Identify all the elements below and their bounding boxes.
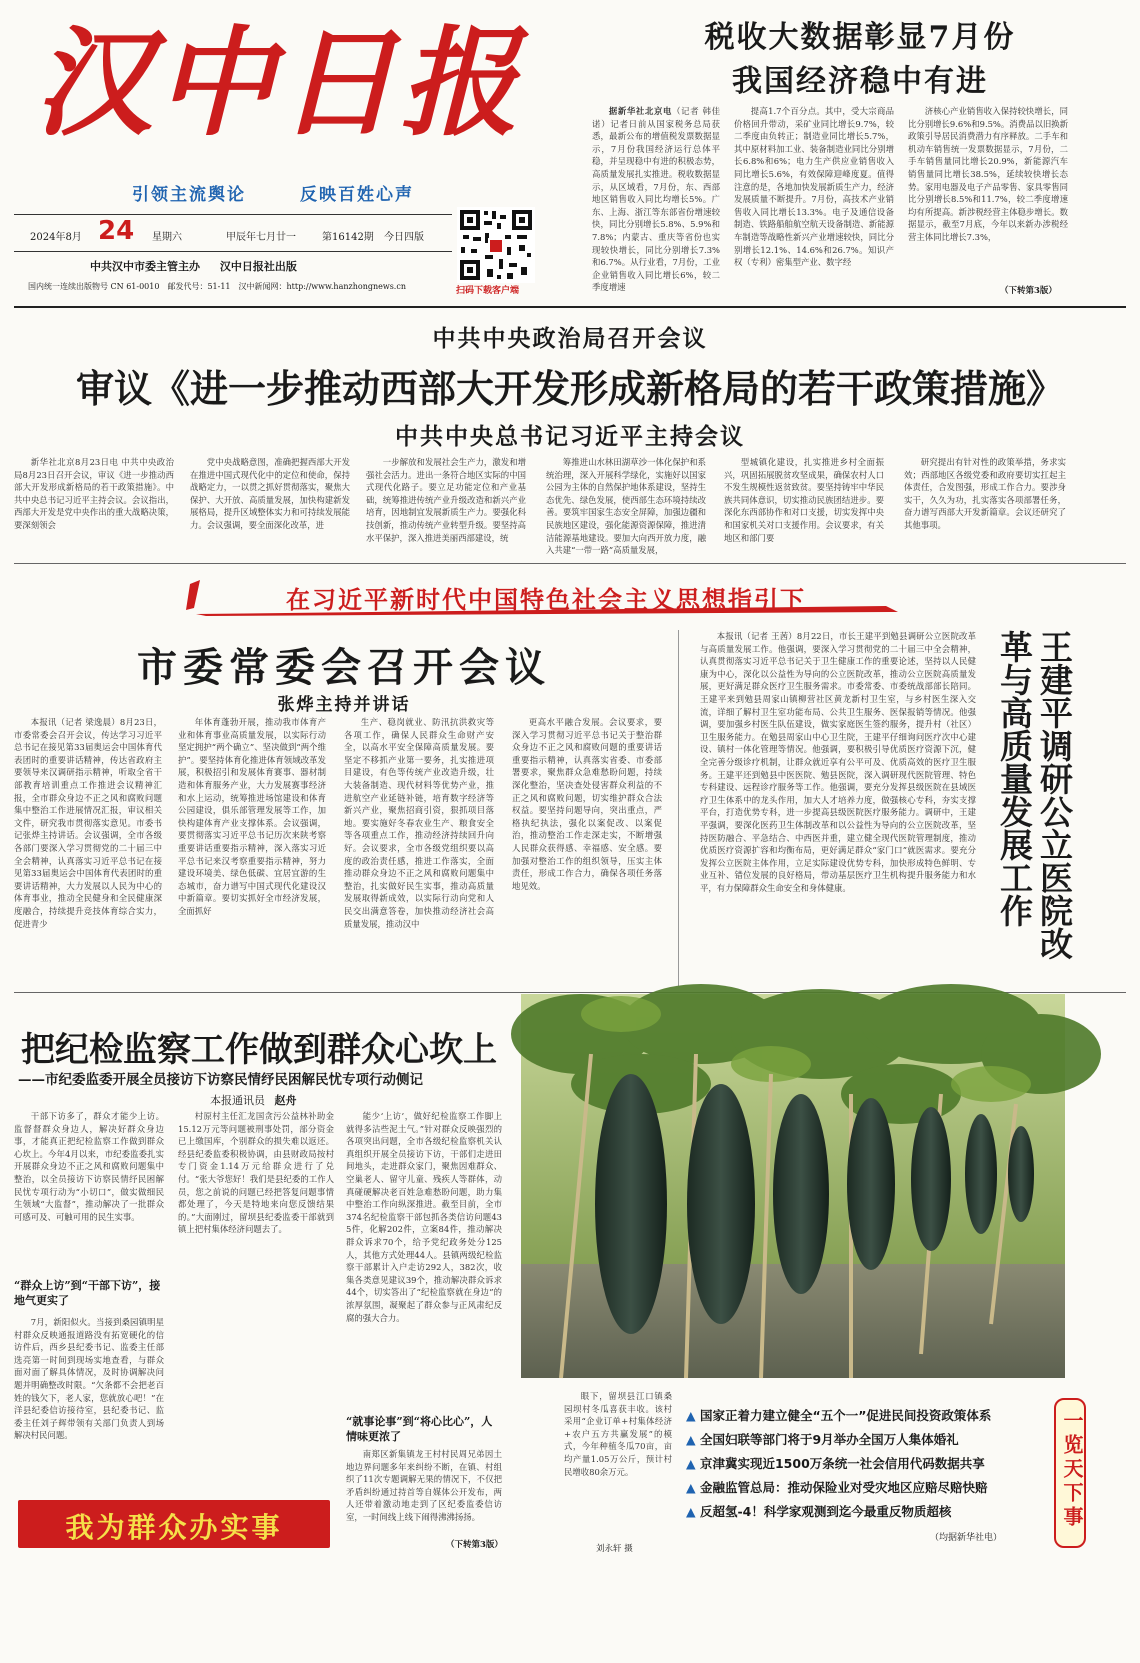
politburo-col-6 bbox=[904, 456, 1066, 550]
politburo-text-1: 新华社北京8月23日电 中共中央政治局8月23日召开会议，审议《进一步推动西部大开发形成新格局的若干政策措施》。中共中央总书记习近平主持会议。会议指出，西部大开发是党中央作出的重大战略决策，要深刻领会 bbox=[14, 457, 174, 530]
masthead-logo-text: 汉中日报 bbox=[34, 13, 523, 152]
politburo-text-3: 一步解放和发展社会生产力，激发和增强社会活力。进出一条符合地区实际的中国式现代化路子。要立足功能定位和产业基础，统筹推进传统产业升级改造和新兴产业培育，因地制宜发展新质生产力。要强化科技创新，推动传统产业转型升级。要坚持高水平保护，深入推进美丽西部建设，统 bbox=[366, 457, 526, 543]
committee-text-4: 更高水平融合发展。会议要求，要深入学习贯彻习近平总书记关于整治群众身边不正之风和腐败问题的重要讲话重要指示精神，认真落实省委、市委部署要求，聚焦群众急难愁盼问题，持续深化整治，坚决查处侵害群众利益的不正之风和腐败问题，切实维护群众合法权益。要坚持问题导向，突出重点，严格执纪执法，强化以案促改、以案促治，推动整治工作走深走实，不断增强人民群众获得感、幸福感、安全感。要加强对整治工作的组织领导，压实主体责任，形成工作合力，确保各项任务落地见效。 bbox=[512, 717, 662, 891]
photo-caption-text: 眼下，留坝县江口镇桑园坝村冬瓜喜获丰收。该村采用“企业订单+村集体经济+农户五方共赢发展”的模式，今年种植冬瓜70亩，亩均产量1.05万公斤，预计村民增收80余万元。 bbox=[564, 1391, 672, 1477]
wax-gourd-photo bbox=[521, 994, 1065, 1378]
briefs-label-text: 一览天下事 bbox=[1060, 1410, 1084, 1530]
brief-text: 金融监管总局：推动保险业对受灾地区应赔尽赔快赔 bbox=[699, 1480, 988, 1495]
slogan-left: 引领主流舆论 bbox=[132, 185, 246, 205]
feature-tag-text: 我为群众办实事 bbox=[65, 1511, 283, 1544]
qr-code-icon bbox=[457, 207, 535, 283]
date-text: 2024年8月 bbox=[30, 232, 82, 243]
committee-col-4 bbox=[512, 716, 662, 986]
code-line: 国内统一连续出版物号 CN 61-0010 邮发代号：51-11 汉中新闻网：http://www.hanzhongnews.cn bbox=[28, 282, 406, 291]
banner-text: 在习近平新时代中国特色社会主义思想指引下 bbox=[286, 585, 806, 614]
discipline-text-2: 村原村主任汇龙国贪污公益林补助金15.12万元等问题被刑事处罚，部分资金已上缴国库，个别群众的损失难以返还。经县纪委监委积极协调，由县财政局按村专门资金1.14万元给群众进行了兑付。“张大爷您好！我们是县纪委的工作人员，您之前说的问题已经把答复问题事情都处理了，今天是特地来向您反馈结果的。”大面刚过，留坝县纪委监委干部就到镇上把村集体经济问题去了。 bbox=[178, 1111, 334, 1235]
discipline-subhead: ——市纪委监委开展全员接访下访察民情纾民困解民忧专项行动侧记 bbox=[18, 1072, 423, 1088]
committee-col-1 bbox=[14, 716, 162, 986]
weekday: 星期六 bbox=[152, 232, 182, 243]
photo-credit: 刘永轩 摄 bbox=[596, 1544, 633, 1554]
brief-text: 国家正着力建立健全“五个一”促进民间投资政策体系 bbox=[699, 1408, 992, 1423]
committee-text-2: 年体育蓬勃开展，推动我市体育产业和体育事业高质量发展，以实际行动坚定拥护“两个确立”、坚决做到“两个维护”。要坚持体育化推进体育领域改革发展，积极招引和发展体育赛事、器材制造和体育服务产业，大力发展赛事经济和水上运动，统筹推进场馆建设和体育公园建设，俱乐部管理发展等工作，加快构建体育产业支撑体系。会议强调，要贯彻落实习近平总书记历次来陕考察重要讲话重要指示精神，深入落实习近平总书记来汉考察重要指示精神，努力建设环境美、绿色低碳、宜居宜游的生态城市，奋力谱写中国式现代化建设汉中新篇章。要切实抓好全市经济发展，全面抓好 bbox=[178, 717, 326, 916]
discipline-text-1b: 7月，新阳似火。当接到桑园镇明星村群众反映通报道路没有拓宽硬化的信访件后，西乡县纪委书记、监委主任部选亮第一时间到现场实地查看，与群众面对面了解具体情况，及时协调解决问题并明确整改时限。“欠条都不会把老百姓的钱欠下，老人家，您就放心吧！”在洋县纪委信访接待室，县纪委书记、监委主任刘子辉带领有关部门负责人到场解决村民问题。 bbox=[14, 1317, 164, 1441]
brief-item-2[interactable] bbox=[686, 1430, 959, 1448]
date-day: 24 bbox=[98, 216, 135, 246]
dateline bbox=[30, 218, 450, 246]
briefs-box bbox=[680, 1394, 1048, 1556]
committee-headline[interactable]: 市委常委会召开会议 bbox=[137, 644, 551, 691]
politburo-col-2 bbox=[190, 456, 350, 550]
committee-subhead: 张烨主持并讲话 bbox=[277, 695, 411, 715]
triangle-icon: ▲ bbox=[686, 1480, 696, 1495]
photo-illustration bbox=[521, 994, 1065, 1378]
discipline-headline[interactable]: 把纪检监察工作做到群众心坎上 bbox=[21, 1030, 497, 1070]
slogan-right: 反映百姓心声 bbox=[300, 185, 414, 205]
sponsor-text: 中共汉中市委主管主办 bbox=[90, 260, 200, 273]
politburo-subhead: 中共中央总书记习近平主持会议 bbox=[395, 423, 745, 450]
committee-text-3: 生产、稳岗就业、防汛抗洪救灾等各项工作，确保人民群众生命财产安全，以高水平安全保障高质量发展。要坚定不移抓产业第一要务，扎实推进项目建设，有色等传统产业改造升级，壮大装备制造、现代材料等优势产业，推进航空产业延链补链，培育数字经济等新兴产业，聚焦招商引资，狠抓项目落地。要实施好冬春农业生产、粮食安全等各项重点工作，推动经济持续回升向好。会议要求，全市各级党组织要以高度的政治责任感，推进工作落实，全面推动群众身边不正之风和腐败问题集中整治，扎实做好民生实事，推动高质量发展取得新成效，以实际行动向党和人民交出满意答卷，加快推动经济社会高质量发展，推动汉中 bbox=[344, 717, 494, 929]
brief-text: 反超氢-4！科学家观测到迄今最重反物质超核 bbox=[699, 1504, 952, 1519]
triangle-icon: ▲ bbox=[686, 1408, 696, 1423]
brief-text: 京津冀实现近1500万条统一社会信用代码数据共享 bbox=[699, 1456, 985, 1471]
wang-headline[interactable]: 王建平调研公立医院改革与高质量发展工作 bbox=[995, 630, 1074, 960]
triangle-icon: ▲ bbox=[686, 1456, 696, 1471]
lead-text-1: （记者 韩佳诺）记者日前从国家税务总局获悉，最新公布的增值税发票数据显示，7月份我国经济运行总体平稳，并呈现稳中有进的积极态势，高质量发展扎实推进。税收数据显示，从区域看，7月份，东、西部地区销售收入同比均增长5%。广东、上海、浙江等东部省份增速较快，同比分别增长5.8%、5.9%和7.8%；内蒙古、重庆等省份也实现较快增长，同比分别增长7.3%和6.7%。从行业看，7月份，工业企业销售收入同比增长6%，较二季度增速 bbox=[592, 106, 720, 293]
discipline-text-1: 干部下访多了，群众才能少上访。监督督群众身边人，解决好群众身边事，才能真正把纪检监察工作做到群众心坎上。今年4月以来，市纪委监委扎实开展群众身边不正之风和腐败问题集中整治，以全员接访下访察民情纾民困解民忧专项行动为“小切口”，做实做细民生领域“大监督”，推动解决了一批群众可感可及、可触可用的民生实事。 bbox=[14, 1111, 164, 1222]
brief-source: （均据新华社电） bbox=[930, 1533, 1003, 1543]
qr-code[interactable] bbox=[457, 207, 535, 283]
photo-caption bbox=[564, 1390, 672, 1542]
committee-text-1: 本报讯（记者 梁逸晨）8月23日，市委常委会召开会议，传达学习习近平总书记在接见第33届奥运会中国体育代表团时的重要讲话精神，传达省政府主要领导来汉调研指示精神，听取全省干部教育培训重点工作推进会议精神汇报，全市群众身边不正之风和腐败问题集中整治工作进展情况汇报，审议相关文件，研究我市贯彻落实意见。市委书记张烨主持讲话。会议强调，全市各级各部门要深入学习贯彻党的二十届三中全会精神，认真落实习近平总书记在接见第33届奥运会中国体育代表团时的重要讲话精神，大力发展以人民为中心的体育事业，推动全民健身和全民健康深度融合，持续提升竞技体育综合实力，促进青少 bbox=[14, 717, 162, 929]
politburo-col-5 bbox=[724, 456, 884, 550]
discipline-text-3: 能少‘上访’，做好纪检监察工作脚上就得多沾些泥土气。”针对群众反映强烈的各项突出问题，全市各级纪检监察机关认真组织开展全员接访下访，干部们走进田间地头，走进群众家门，聚焦因难群众、空巢老人、留守儿童、残疾人等群体，动真碰硬解决老百姓急难愁盼问题，助力集中整治工作向纵深推进。截至目前，全市374名纪检监察干部包抓各类信访问题435件，化解202件，立案84件，推动解决群众诉求70个，给予党纪政务处分125人，其他方式处理44人。县镇两级纪检监察干部累计入户走访292人，382次，收集各类意见建议39个，推动解决群众诉求44个，切实答出了“纪检监察就在身边”的浓厚氛围，凝聚起了群众参与正风肃纪反腐的强大合力。 bbox=[346, 1111, 502, 1323]
lunar-date: 甲辰年七月廿一 bbox=[226, 232, 296, 243]
masthead-logo bbox=[34, 8, 584, 170]
discipline-text-3b: 南郑区新集镇龙王村村民周兄弟因土地边界问题多年来纠纷不断，在镇、村组织了11次专题调解无果的情况下，不仅把矛盾纠纷通过持首等自媒体公开发布，两人还带着激动地走到了区纪委监委信访室，一时间线上线下闹得沸沸扬扬。 bbox=[346, 1449, 502, 1522]
triangle-icon: ▲ bbox=[686, 1432, 696, 1447]
triangle-icon: ▲ bbox=[686, 1504, 696, 1519]
lead-col-3 bbox=[908, 105, 1068, 285]
politburo-text-4: 筹推进山水林田湖草沙一体化保护和系统治理，深入开展科学绿化，实施好以国家公园为主体的自然保护地体系建设，坚持生态优先、绿色发展，使西部生态环境持续改善。要筑牢国家生态安全屏障，加强边疆和民族地区建设，强化能源资源保障，推进清洁能源基地建设。要加大向西开放力度，融入共建“一带一路”高质量发展， bbox=[546, 457, 706, 556]
politburo-kicker: 中共中央政治局召开会议 bbox=[432, 325, 708, 352]
discipline-col-3 bbox=[346, 1110, 502, 1410]
lead-col-2 bbox=[734, 105, 894, 297]
discipline-byline bbox=[210, 1092, 297, 1108]
byline-name: 赵舟 bbox=[274, 1094, 297, 1107]
wang-article bbox=[700, 630, 976, 986]
politburo-col-3 bbox=[366, 456, 526, 550]
discipline-sub1: “群众上访”到“干部下访”，接地气更实了 bbox=[14, 1279, 161, 1307]
brief-item-3[interactable] bbox=[686, 1454, 985, 1472]
sponsor-line bbox=[90, 258, 297, 274]
byline-label: 本报通讯员 bbox=[210, 1094, 265, 1107]
discipline-col-2 bbox=[178, 1110, 334, 1494]
lead-col-1 bbox=[592, 105, 720, 297]
politburo-col-4 bbox=[546, 456, 706, 556]
lead-byline: 据新华社北京电 bbox=[608, 106, 673, 116]
briefs-label bbox=[1054, 1398, 1086, 1548]
politburo-text-6: 研究提出有针对性的政策举措，务求实效；西部地区各级党委和政府要切实扛起主体责任，合发图强，形成工作合力。要涉身实干，久久为功，扎实落实各项部署任务，奋力谱写西部大开发新篇章。会议还研究了其他事项。 bbox=[904, 457, 1066, 530]
page-count: 今日四版 bbox=[384, 232, 424, 243]
brief-text: 全国妇联等部门将于9月举办全国万人集体婚礼 bbox=[699, 1432, 959, 1447]
discipline-col-1b bbox=[14, 1316, 164, 1494]
discipline-col-3b bbox=[346, 1448, 502, 1538]
brief-item-5[interactable] bbox=[686, 1502, 951, 1520]
discipline-sub2: “就事论事”到“将心比心”，人情味更浓了 bbox=[346, 1415, 493, 1443]
politburo-col-1 bbox=[14, 456, 174, 550]
politburo-text-2: 党中央战略意图，准确把握西部大开发在推进中国式现代化中的定位和使命，保持战略定力，一以贯之抓好贯彻落实，聚焦大保护、大开放、高质量发展，加快构建新发展格局，提升区域整体实力和可持续发展能力。会议强调，要全面深化改革，进 bbox=[190, 457, 350, 530]
politburo-text-5: 型城镇化建设，扎实推进乡村全面振兴，巩固拓展脱贫攻坚成果，确保农村人口不发生规模性返贫致贫。要坚持铸牢中华民族共同体意识，切实推动民族团结进步。要深化东西部协作和对口支援，切实发挥中央和国家机关对口支援作用。会议要求，有关地区和部门要 bbox=[724, 457, 884, 543]
brief-item-1[interactable] bbox=[686, 1406, 991, 1424]
feature-tag bbox=[18, 1500, 330, 1548]
politburo-headline[interactable]: 审议《进一步推动西部大开发形成新格局的若干政策措施》 bbox=[75, 366, 1064, 411]
publisher-text: 汉中日报社出版 bbox=[219, 260, 297, 273]
discipline-col-1a bbox=[14, 1110, 164, 1274]
lead-text-2: 提高1.7个百分点。其中，受大宗商品价格回升带动，采矿业同比增长9.7%，较二季度由负转正；制造业同比增长5.7%，其中原材料加工业、装备制造业同比分别增长6.8%和6%；电力生产供应业销售收入同比增长5.6%，有效保障迎峰度夏。值得注意的是，各地加快发展新质生产力，经济发展质量不断提升。7月份，高技术产业销售收入同比增长13.3%。电子及通信设备制造、铁路船舶航空航天设备制造、新能源车制造等战略性新兴产业增速较快，同比分别增长12.1%、14.6%和26.7%。知识产权（专利）密集型产业、数字经 bbox=[734, 106, 894, 268]
committee-col-3 bbox=[344, 716, 494, 986]
lead-headline-1[interactable]: 税收大数据彰显7月份 bbox=[704, 20, 1016, 55]
qr-caption: 扫码下载客户端 bbox=[456, 286, 520, 296]
theme-banner bbox=[186, 578, 906, 616]
issue-number: 第16142期 bbox=[322, 232, 374, 243]
lead-headline-2[interactable]: 我国经济稳中有进 bbox=[732, 64, 988, 99]
committee-col-2 bbox=[178, 716, 326, 986]
brief-item-4[interactable] bbox=[686, 1478, 988, 1496]
discipline-continue[interactable]: （下转第3版） bbox=[446, 1540, 503, 1550]
wang-text: 本报讯（记者 王茜）8月22日，市长王建平到勉县调研公立医院改革与高质量发展工作。他强调，要深入学习贯彻党的二十届三中全会精神，认真贯彻落实习近平总书记关于卫生健康工作的重要论述，坚持以人民健康为中心，深化以公益性为导向的公立医院改革，推动公立医院高质量发展，更好满足群众医疗卫生服务需求。市委常委、市委统战部部长陪同。王建平来到勉县周家山镇柳营社区黄龙新村卫生室，与乡村医生深入交流，详细了解村卫生室功能布局、公共卫生服务、医保报销等情况。他强调，要加强乡村医生队伍建设，做实家庭医生签约服务，提升村（社区）卫生服务能力。在勉县周家山中心卫生院，王建平仔细询问医疗次中心建设、镇村一体化管理等情况。他强调，要积极引导优质医疗资源下沉，健全完善分级诊疗机制，让群众就近享有公平可及、优质高效的医疗卫生服务。王建平还到勉县中医医院、勉县医院，深入调研现代医院管理、特色专科建设、远程诊疗服务等工作。他强调，要充分发挥县级医院在县域医疗卫生体系中的龙头作用，加大人才培养力度，做强核心专科，夯实支撑平台，打造优势专科，进一步提高县级医院医疗服务能力。调研中，王建平强调，要深化医药卫生体制改革和以公益性为导向的公立医院改革，坚持医防融合、平急结合、中西医并重，建立健全现代医院管理制度，推动优质医疗资源扩容和均衡布局，更好满足群众“家门口”就医需求。要充分发挥公立医院主体作用，立足实际建设优势专科，加快形成特色鲜明、专业互补、错位发展的良好格局，带动基层医疗卫生机构提升服务能力和水平，有力保障群众生命安全和身体健康。 bbox=[700, 631, 976, 893]
lead-text-3: 济核心产业销售收入保持较快增长，同比分别增长9.6%和9.5%。消费品以旧换新政策引导居民消费潜力有序释放。二手车和机动车销售统一发票数据显示，7月份，二手车销售量同比增长20.9%，新能源汽车销售量同比增长38.5%，延续较快增长态势。家用电器及电子产品零售、家具零售同比分别增长8.5%和11.7%，较二季度增速均有所提高。新涉税经营主体稳步增长。数据显示，截至7月底，今年以来新办涉税经营主体同比增长7.3%， bbox=[908, 106, 1068, 242]
lead-continue[interactable]: （下转第3版） bbox=[1000, 286, 1057, 296]
